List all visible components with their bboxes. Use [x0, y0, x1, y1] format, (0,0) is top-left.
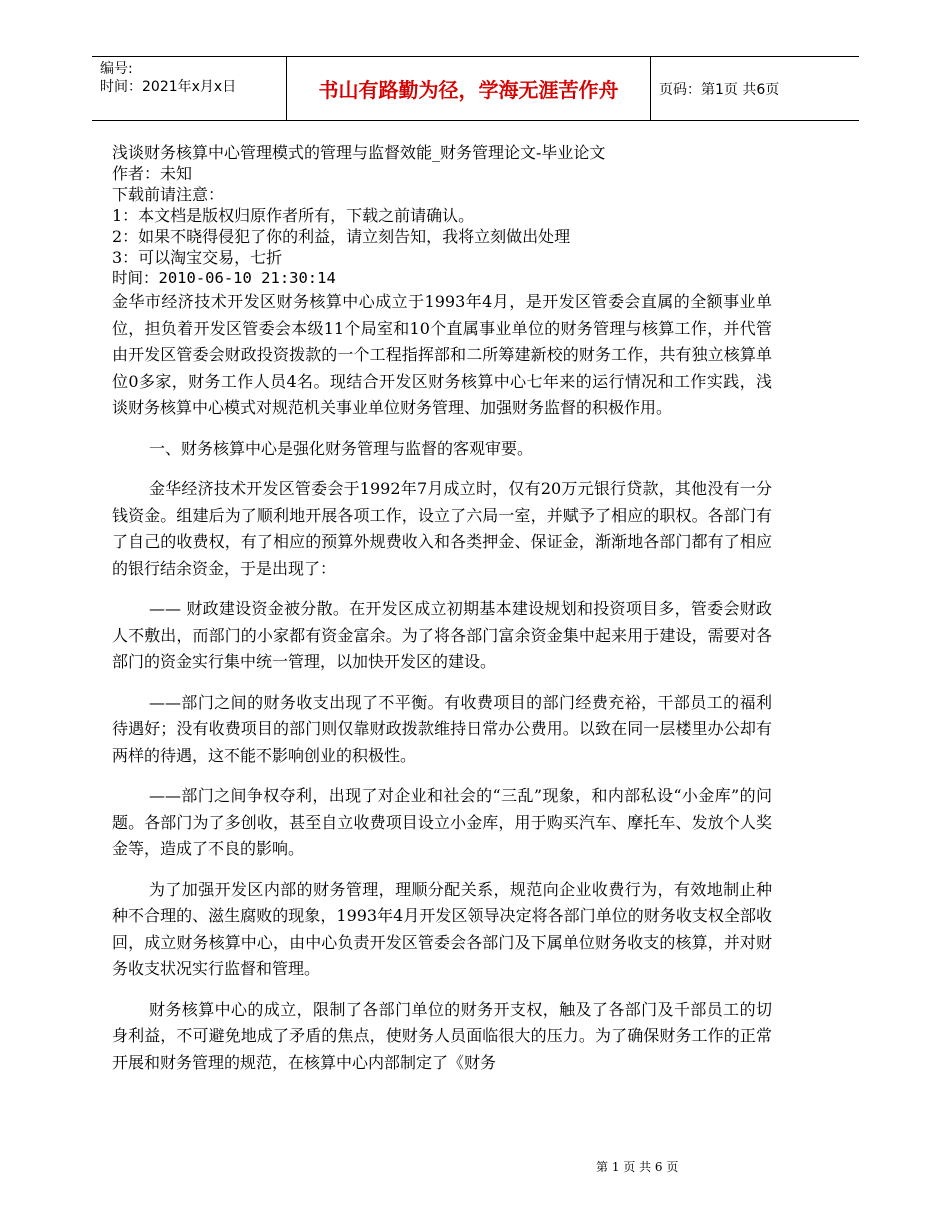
header-left-cell	[92, 57, 286, 120]
number-label: 编号:	[100, 61, 133, 77]
body-paragraph: 为了加强开发区内部的财务管理，理顺分配关系，规范向企业收费行为，有效地制止种种不合理的、滋生腐败的现象，1993年4月开发区领导决定将各部门单位的财务收支权全部收回，成立财务核算中心，由中心负责开发区管委会各部门及下属单位财务收支的核算，并对财务收支状况实行监督和管理。	[112, 879, 772, 978]
body-paragraph: 金华经济技术开发区管委会于1992年7月成立时，仅有20万元银行贷款，其他没有一分钱资金。组建后为了顺利地开展各项工作，设立了六局一室，并赋予了相应的职权。各部门有了自己的收费权，有了相应的预算外规费收入和各类押金、保证金，渐渐地各部门都有了相应的银行结余资金，于是出现了：	[112, 479, 772, 578]
document-body	[112, 142, 772, 1076]
notice-item: 2：如果不晓得侵犯了你的利益，请立刻告知，我将立刻做出处理	[112, 227, 571, 246]
time-line: 时间：2010-06-10 21:30:14	[112, 269, 336, 287]
document-title: 浅谈财务核算中心管理模式的管理与监督效能_财务管理论文-毕业论文	[112, 143, 606, 162]
section-heading: 一、财务核算中心是强化财务管理与监督的客观审要。	[149, 438, 534, 458]
motto: 书山有路勤为径，学海无涯苦作舟	[286, 57, 651, 120]
page-info: 页码：第1页 共6页	[659, 81, 780, 98]
notice-heading: 下载前请注意：	[112, 185, 225, 204]
document-header	[92, 56, 859, 121]
notice-item: 3：可以淘宝交易，七折	[112, 248, 283, 267]
page-footer: 第 1 页 共 6 页	[596, 1160, 679, 1174]
body-paragraph: —— 财政建设资金被分散。在开发区成立初期基本建设规划和投资项目多，管委会财政人不敷出，而部门的小家都有资金富余。为了将各部门富余资金集中起来用于建设，需要对各部门的资金实行集中统一管理，以加快开发区的建设。	[112, 599, 772, 671]
author-line: 作者：未知	[112, 164, 193, 183]
time-label: 时间：2021年x月x日	[100, 79, 237, 95]
body-paragraph: 财务核算中心的成立，限制了各部门单位的财务开支权，触及了各部门及千部员工的切身利益，不可避免地成了矛盾的焦点，使财务人员面临很大的压力。为了确保财务工作的正常开展和财务管理的规范，在核算中心内部制定了《财务	[112, 999, 772, 1072]
body-paragraph: ——部门之间争权夺利，出现了对企业和社会的“三乱”现象，和内部私设“小金库”的问题。各部门为了多创收，甚至自立收费项目设立小金库，用于购买汽车、摩托车、发放个人奖金等，造成了不良的影响。	[112, 786, 772, 858]
intro-paragraph: 金华市经济技术开发区财务核算中心成立于1993年4月，是开发区管委会直属的全额事业单位，担负着开发区管委会本级11个局室和10个直属事业单位的财务管理与核算工作，并代管由开发区管委会财政投资拨款的一个工程指挥部和二所筹建新校的财务工作，共有独立核算单位0多家，财务工作人员4名。现结合开发区财务核算中心七年来的运行情况和工作实践，浅谈财务核算中心模式对规范机关事业单位财务管理、加强财务监督的积极作用。	[112, 292, 772, 417]
body-paragraph: ——部门之间的财务收支出现了不平衡。有收费项目的部门经费充裕，干部员工的福利待遇好；没有收费项目的部门则仅靠财政拨款维持日常办公费用。以致在同一层楼里办公却有两样的待遇，这不能不影响创业的积极性。	[112, 692, 772, 765]
notice-item: 1：本文档是版权归原作者所有，下载之前请确认。	[112, 206, 475, 225]
